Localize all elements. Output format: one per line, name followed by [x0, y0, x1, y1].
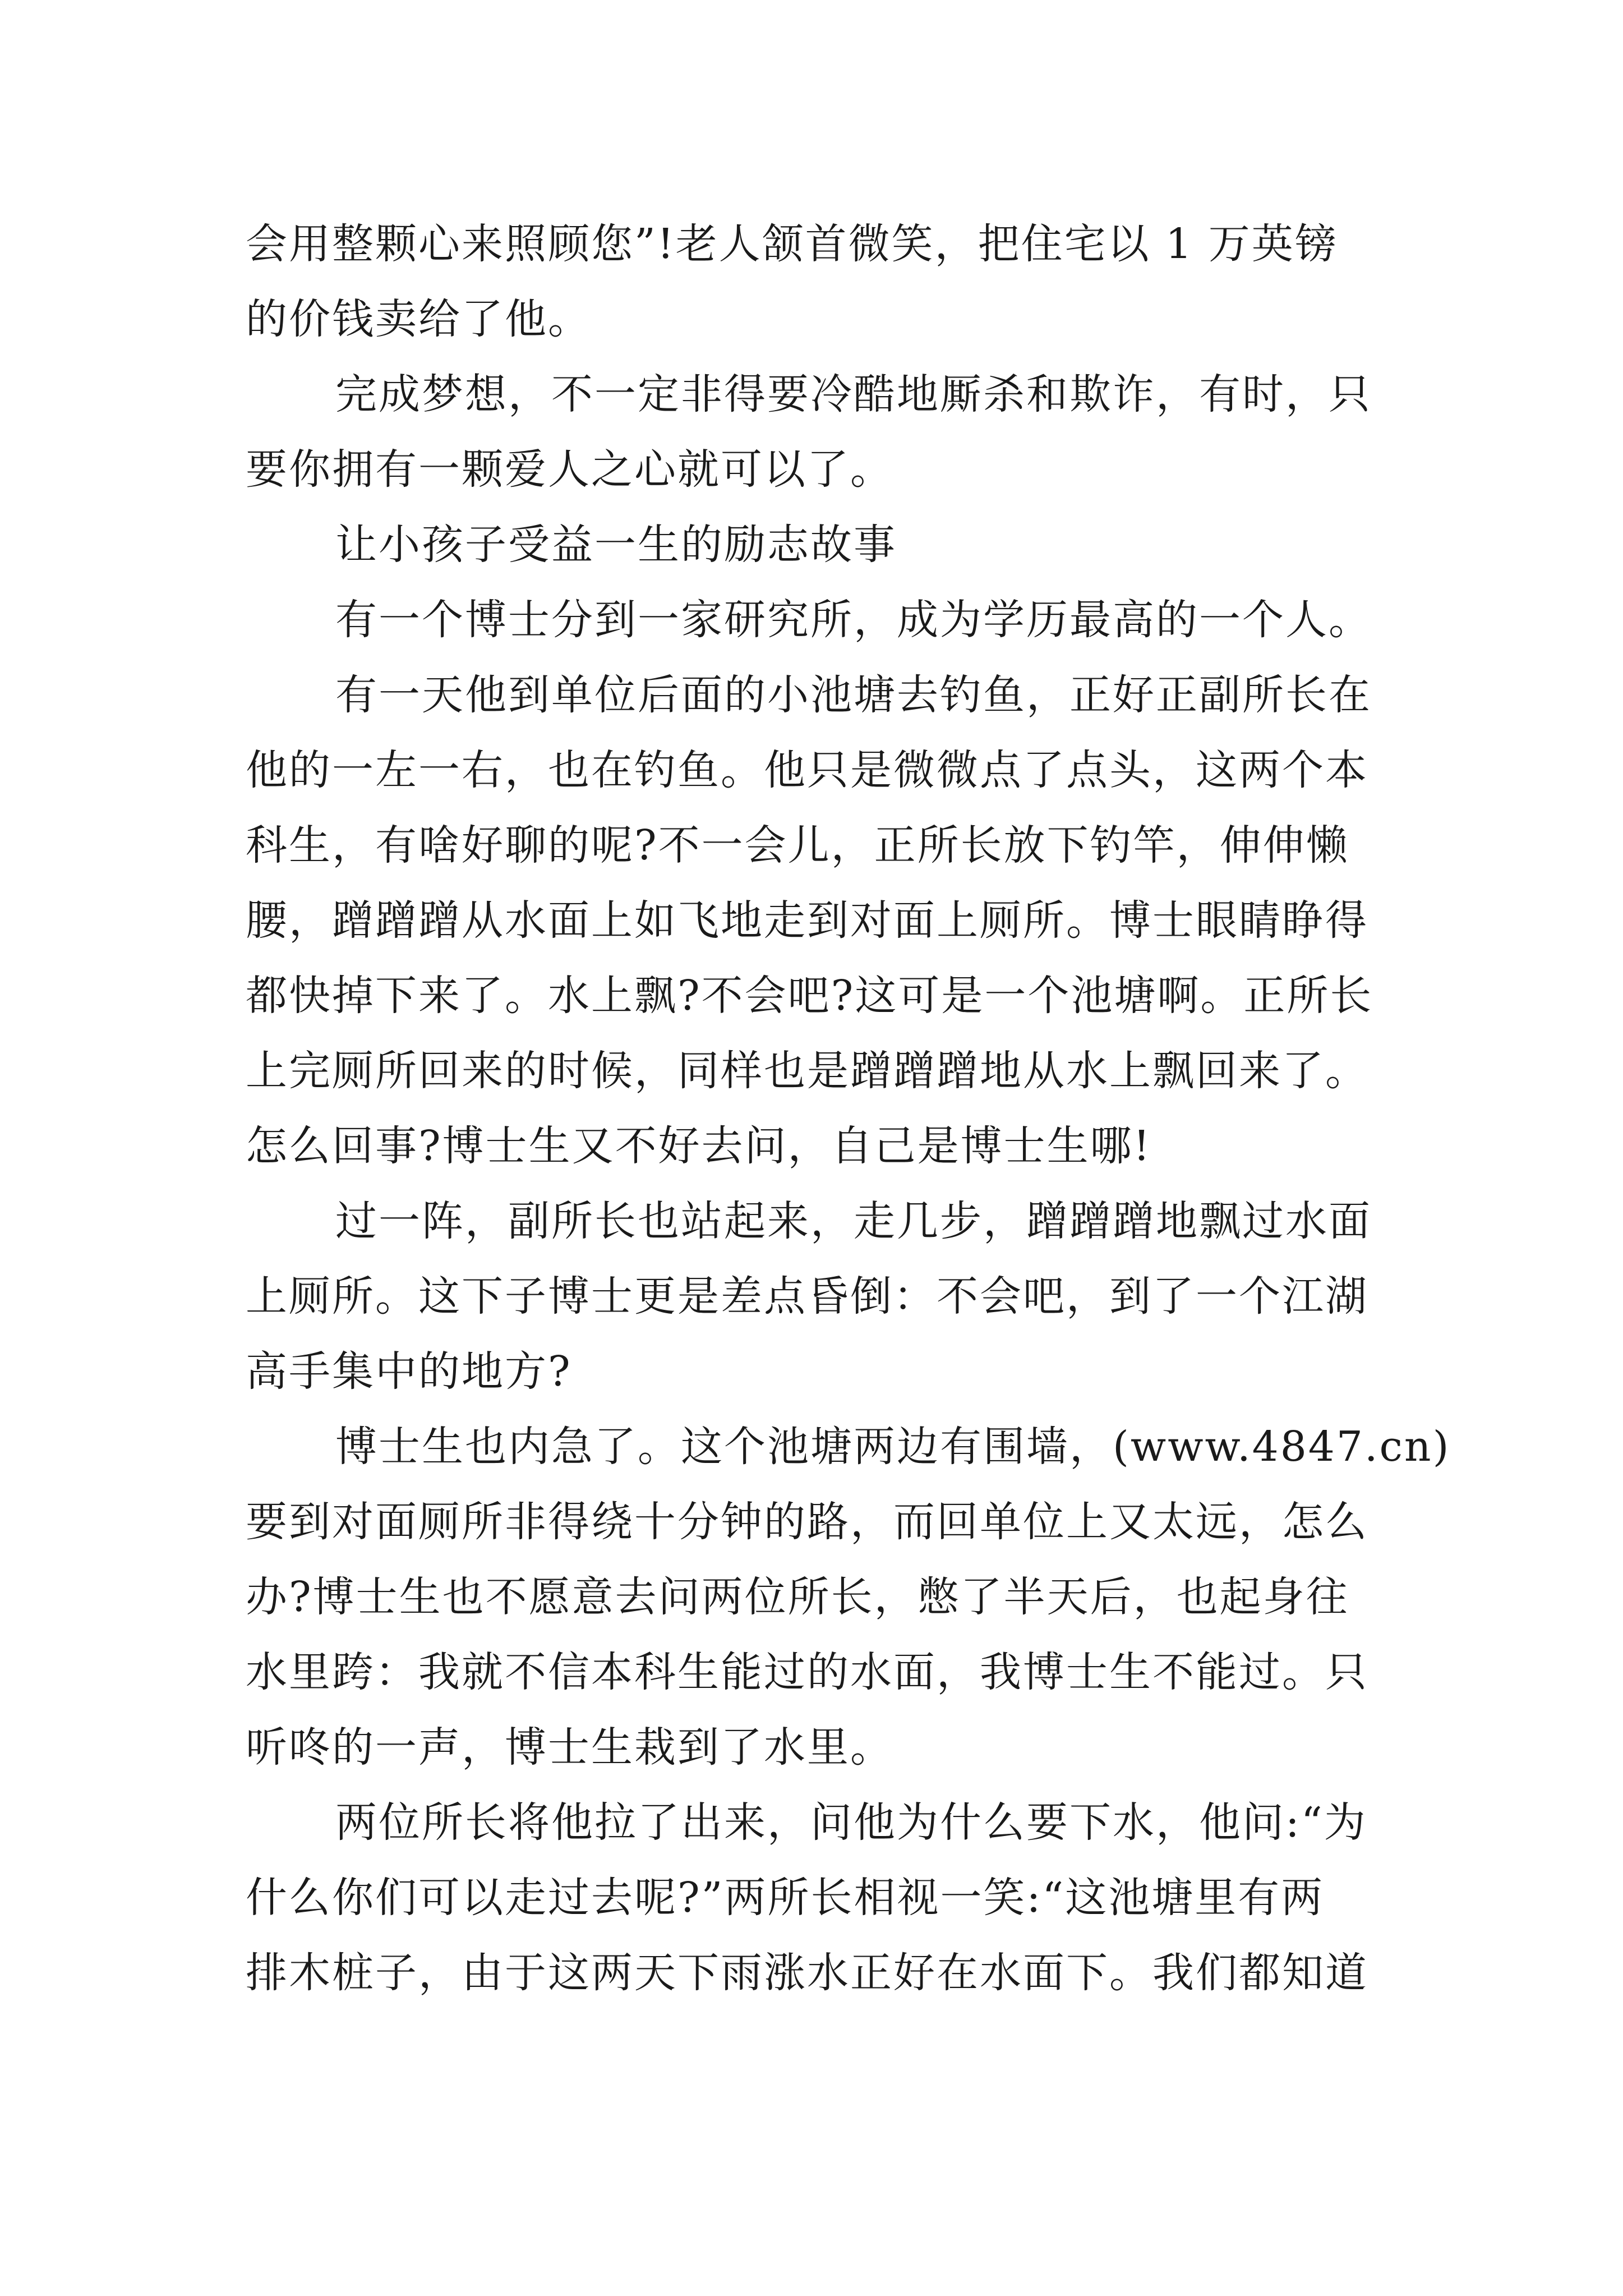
text-line: 怎么回事?博士生又不好去问，自己是博士生哪!	[246, 1122, 1152, 1170]
text-line: 会用整颗心来照顾您”!老人颔首微笑，把住宅以 1 万英镑	[246, 220, 1338, 268]
text-line: 高手集中的地方?	[246, 1347, 572, 1396]
paragraph-start-line: 两位所长将他拉了出来，问他为什么要下水，他问:“为	[335, 1798, 1367, 1847]
document-body	[246, 206, 1451, 2010]
text-line: 科生，有啥好聊的呢?不一会儿，正所长放下钓竿，伸伸懒	[246, 821, 1349, 869]
text-line: 要你拥有一颗爱人之心就可以了。	[246, 445, 893, 494]
section-heading: 让小孩子受益一生的励志故事	[335, 521, 897, 569]
text-line: 腰，蹭蹭蹭从水面上如飞地走到对面上厕所。博士眼睛睁得	[246, 896, 1368, 945]
text-line: 听咚的一声，博士生栽到了水里。	[246, 1723, 893, 1772]
paragraph-start-line: 博士生也内急了。这个池塘两边有围墙，(www.4847.cn)	[335, 1423, 1451, 1471]
text-line: 办?博士生也不愿意去问两位所长，憋了半天后，也起身往	[246, 1573, 1349, 1621]
paragraph-start-line: 完成梦想，不一定非得要冷酷地厮杀和欺诈，有时，只	[335, 370, 1372, 418]
paragraph-start-line: 有一个博士分到一家研究所，成为学历最高的一个人。	[335, 596, 1372, 644]
text-line: 都快掉下来了。水上飘?不会吧?这可是一个池塘啊。正所长	[246, 972, 1373, 1020]
text-line: 水里跨：我就不信本科生能过的水面，我博士生不能过。只	[246, 1648, 1368, 1696]
paragraph-start-line: 过一阵，副所长也站起来，走几步，蹭蹭蹭地飘过水面	[335, 1197, 1372, 1245]
text-line: 他的一左一右，也在钓鱼。他只是微微点了点头，这两个本	[246, 746, 1368, 794]
text-line: 要到对面厕所非得绕十分钟的路，而回单位上又太远，怎么	[246, 1498, 1368, 1546]
text-line: 上厕所。这下子博士更是差点昏倒：不会吧，到了一个江湖	[246, 1272, 1368, 1320]
paragraph-start-line: 有一天他到单位后面的小池塘去钓鱼，正好正副所长在	[335, 671, 1372, 719]
text-line: 的价钱卖给了他。	[246, 295, 591, 343]
text-line: 什么你们可以走过去呢?”两所长相视一笑:“这池塘里有两	[246, 1874, 1325, 1922]
text-line: 上完厕所回来的时候，同样也是蹭蹭蹭地从水上飘回来了。	[246, 1047, 1368, 1095]
text-line: 排木桩子，由于这两天下雨涨水正好在水面下。我们都知道	[246, 1949, 1368, 1997]
